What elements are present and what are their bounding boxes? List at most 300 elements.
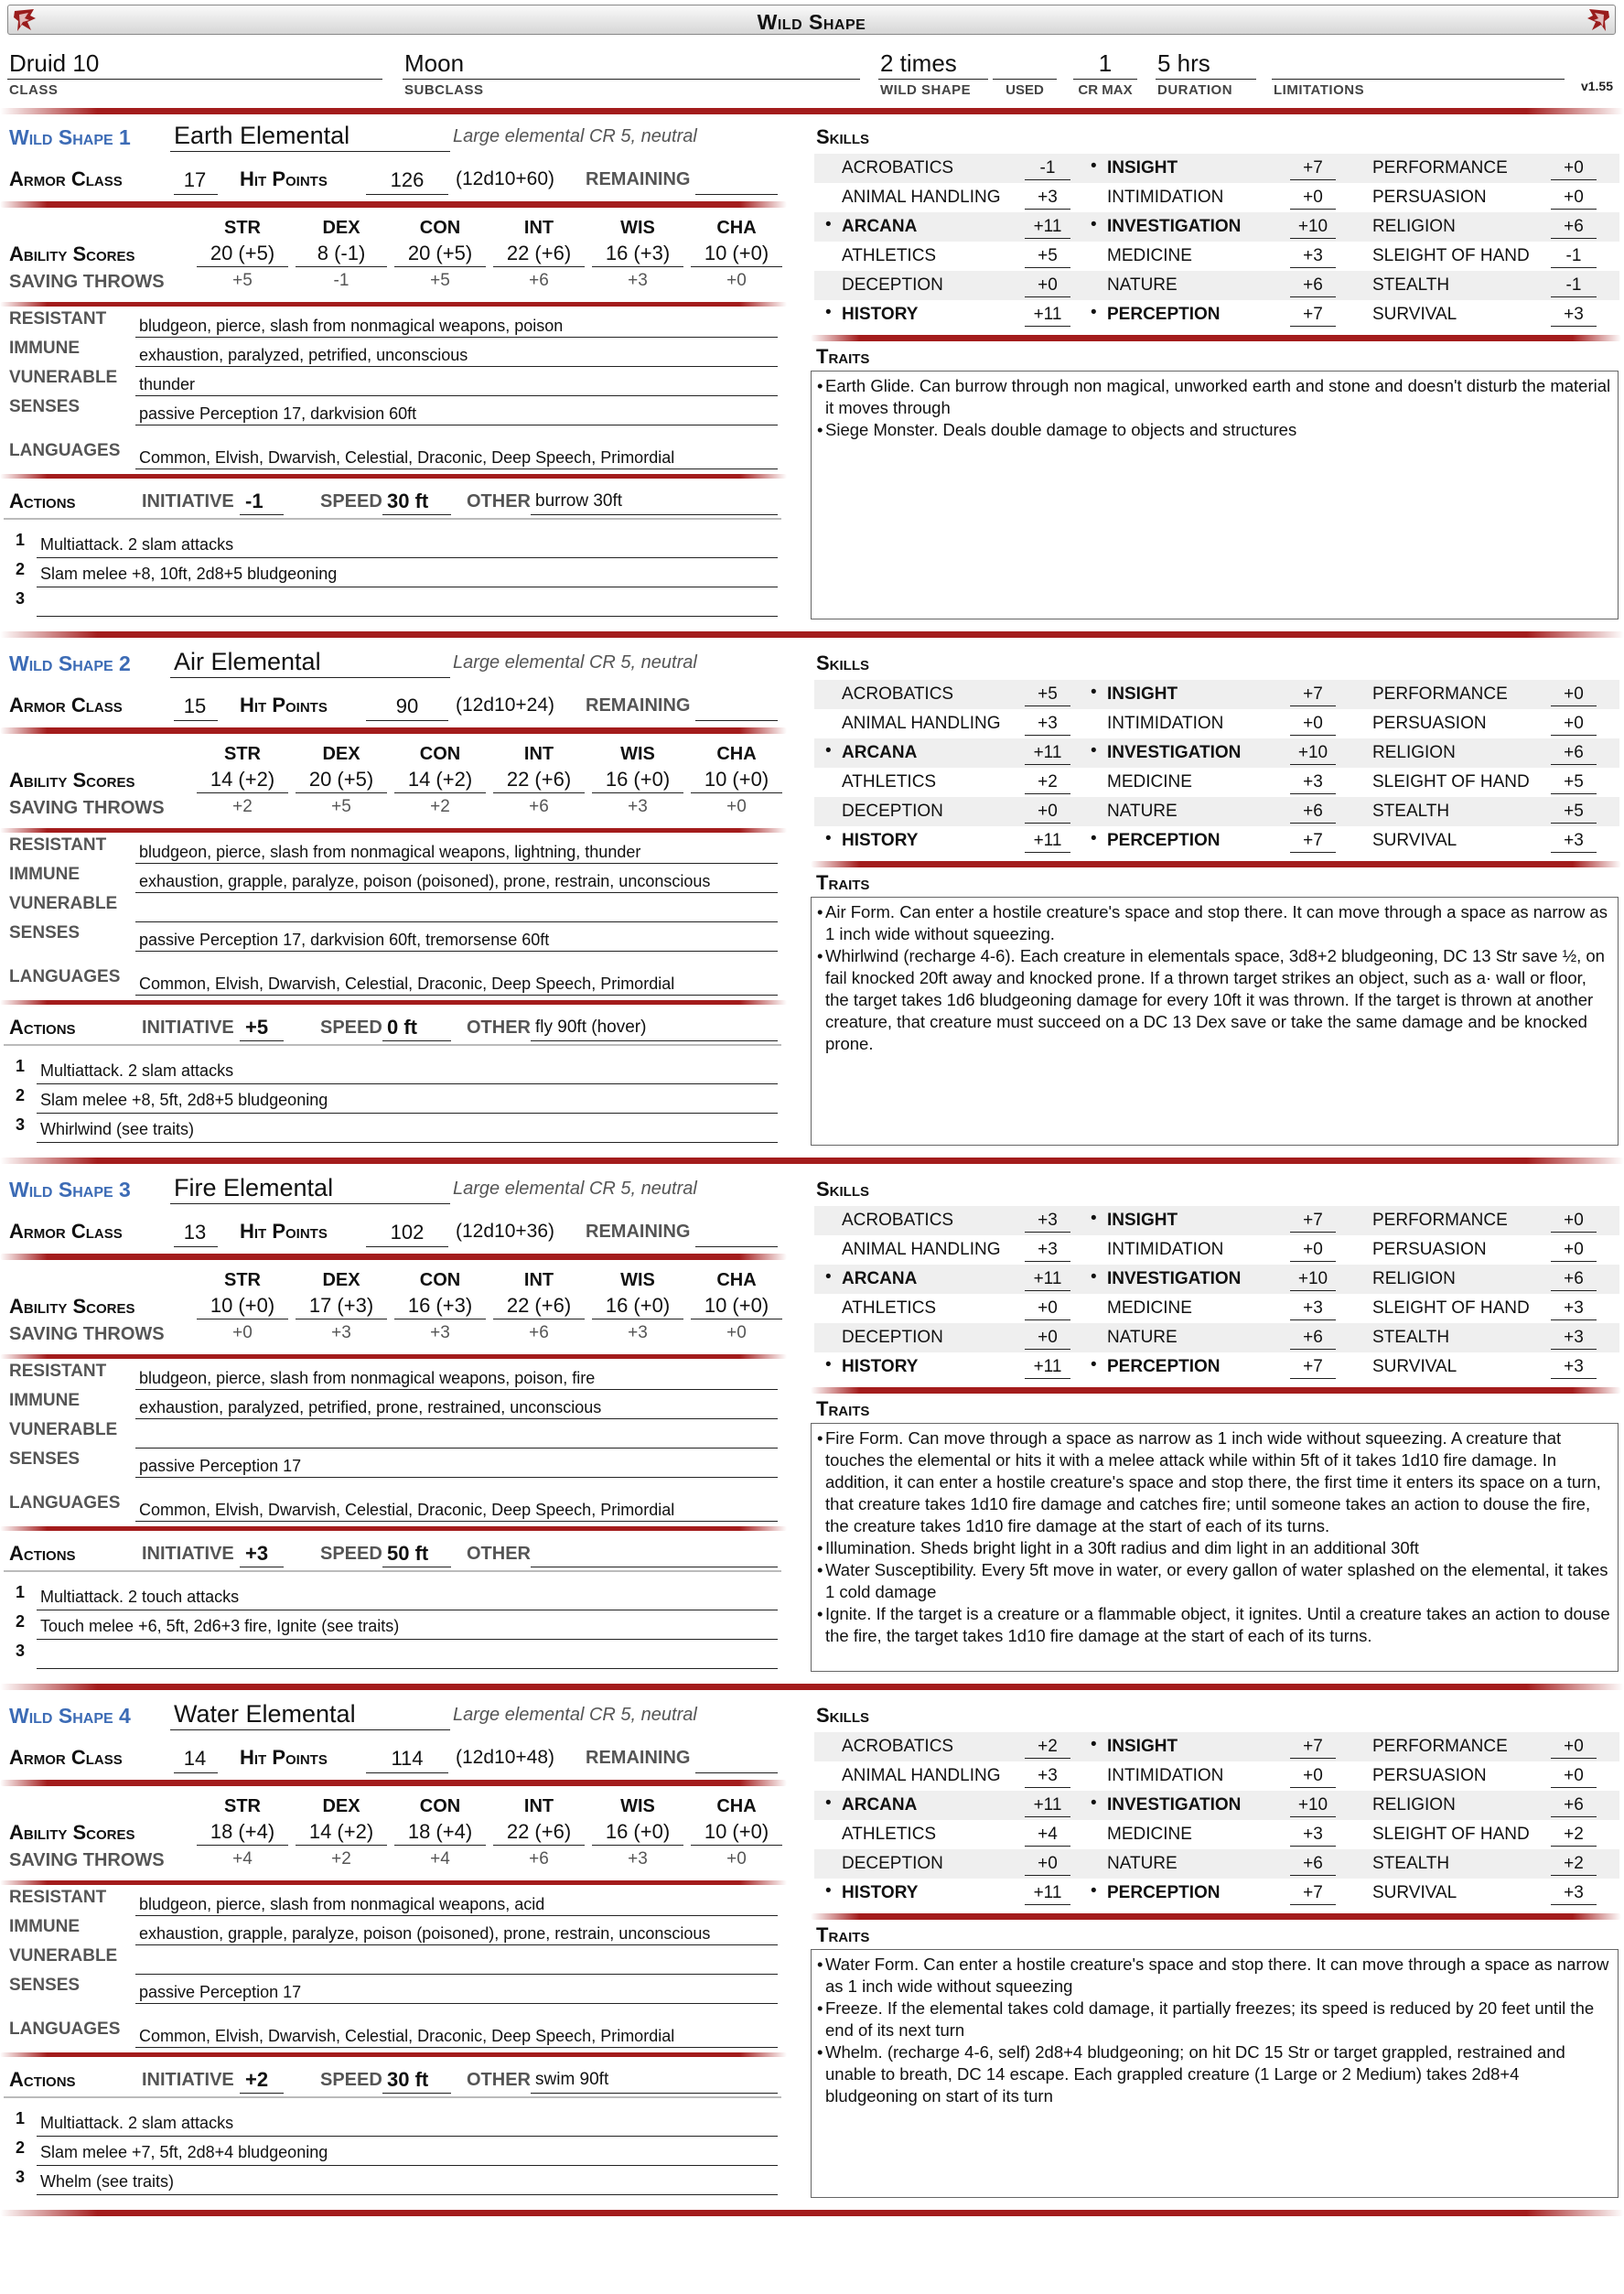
skill-value-athletics[interactable]: +4 (1038, 1825, 1058, 1844)
action-1[interactable]: Multiattack. 2 slam attacks (40, 1061, 234, 1080)
skill-value-arcana[interactable]: +11 (1033, 1795, 1062, 1815)
skill-value-performance[interactable]: +0 (1564, 1737, 1584, 1756)
skill-value-survival[interactable]: +3 (1564, 305, 1584, 324)
skill-row (814, 242, 1619, 271)
trait-item (817, 945, 1612, 1055)
saving-throw-dex[interactable]: +3 (331, 1323, 351, 1342)
saving-throw-cha[interactable]: +0 (726, 1849, 747, 1869)
saving-throw-str[interactable]: +4 (232, 1849, 253, 1869)
saving-throw-int[interactable]: +6 (529, 797, 549, 816)
skill-value-performance[interactable]: +0 (1564, 1211, 1584, 1230)
senses-label: SENSES (9, 1976, 81, 1995)
skill-value-persuasion[interactable]: +0 (1564, 714, 1584, 733)
hit-points-value[interactable]: 114 (391, 1747, 424, 1770)
ability-scores-label: Ability Scores (9, 1295, 135, 1318)
skill-name-athletics: ATHLETICS (842, 246, 937, 265)
languages-value[interactable]: Common, Elvish, Dwarvish, Celestial, Draconic, Deep Speech, Primordial (139, 2027, 675, 2045)
skill-value-animal-handling[interactable]: +3 (1038, 714, 1058, 733)
skill-value-athletics[interactable]: +2 (1038, 772, 1058, 792)
skill-value-investigation[interactable]: +10 (1297, 743, 1328, 762)
ability-score-con[interactable]: 14 (+2) (407, 768, 473, 791)
speed-value[interactable]: 0 ft (387, 1016, 417, 1039)
underline (1551, 793, 1597, 794)
underline (1025, 1846, 1070, 1847)
skill-value-arcana[interactable]: +11 (1033, 1269, 1062, 1288)
saving-throw-dex[interactable]: +2 (331, 1849, 351, 1869)
skill-value-nature[interactable]: +6 (1303, 275, 1323, 295)
skill-name-animal-handling: ANIMAL HANDLING (842, 188, 1001, 207)
hit-points-label: Hit Points (240, 167, 328, 190)
ability-score-int[interactable]: 22 (+6) (506, 768, 572, 791)
saving-throw-con[interactable]: +5 (430, 271, 450, 290)
action-2[interactable]: Slam melee +8, 5ft, 2d8+5 bludgeoning (40, 1091, 328, 1109)
skill-value-history[interactable]: +11 (1033, 1357, 1062, 1376)
skill-value-insight[interactable]: +7 (1303, 1211, 1323, 1230)
skill-value-perception[interactable]: +7 (1303, 305, 1323, 324)
bullet-icon: • (817, 1604, 823, 1623)
ability-score-str[interactable]: 20 (+5) (210, 242, 275, 264)
creature-type: Large elemental CR 5, neutral (453, 1705, 697, 1725)
wild-shape-section-1 (0, 119, 1624, 646)
skill-value-intimidation[interactable]: +0 (1303, 1766, 1323, 1785)
armor-class-value[interactable]: 17 (183, 168, 207, 191)
skill-name-nature: NATURE (1107, 802, 1178, 821)
skill-value-intimidation[interactable]: +0 (1303, 714, 1323, 733)
skill-value-medicine[interactable]: +3 (1303, 1298, 1323, 1318)
ability-score-con[interactable]: 18 (+4) (407, 1820, 473, 1843)
senses-value[interactable]: passive Perception 17 (139, 1983, 302, 2001)
skill-row (814, 1206, 1619, 1235)
trait-item (817, 1427, 1612, 1537)
ability-score-str[interactable]: 18 (+4) (210, 1820, 275, 1843)
remaining-label: REMAINING (586, 1748, 691, 1768)
traits-box[interactable] (811, 1949, 1619, 2198)
skill-value-survival[interactable]: +3 (1564, 831, 1584, 850)
initiative-value[interactable]: +2 (245, 2068, 269, 2091)
immune-label: IMMUNE (9, 339, 81, 358)
languages-value[interactable]: Common, Elvish, Dwarvish, Celestial, Draconic, Deep Speech, Primordial (139, 448, 675, 467)
initiative-label: INITIATIVE (142, 1018, 234, 1038)
skill-value-athletics[interactable]: +0 (1038, 1298, 1058, 1318)
skill-name-stealth: STEALTH (1372, 275, 1450, 295)
immune-value[interactable]: exhaustion, paralyzed, petrified, prone, restrained, unconscious (139, 1398, 602, 1416)
languages-value[interactable]: Common, Elvish, Dwarvish, Celestial, Draconic, Deep Speech, Primordial (139, 1501, 675, 1519)
underline (1290, 179, 1336, 180)
skills-panel (814, 1171, 1619, 1400)
ability-score-int[interactable]: 22 (+6) (506, 1294, 572, 1317)
saving-throw-con[interactable]: +2 (430, 797, 450, 816)
trait-item (817, 1603, 1612, 1647)
action-3[interactable]: Whirlwind (see traits) (40, 1120, 195, 1138)
used-field[interactable]: USED (993, 46, 1057, 92)
skill-value-sleight-of-hand[interactable]: -1 (1565, 246, 1582, 265)
immune-value[interactable]: exhaustion, grapple, paralyze, poison (poisoned), prone, restrain, unconscious (139, 1924, 711, 1943)
senses-value[interactable]: passive Perception 17, darkvision 60ft (139, 404, 417, 423)
skill-value-deception[interactable]: +0 (1038, 1854, 1058, 1873)
skill-value-perception[interactable]: +7 (1303, 1357, 1323, 1376)
speed-value[interactable]: 30 ft (387, 2068, 429, 2091)
trait-text: Earth Glide. Can burrow through non magical, unworked earth and stone and doesn't disturb the material it moves through (825, 376, 1611, 417)
class-field[interactable]: Druid 10 CLASS (7, 46, 382, 92)
skill-value-insight[interactable]: +7 (1303, 158, 1323, 178)
skill-row (814, 680, 1619, 709)
skill-value-deception[interactable]: +0 (1038, 1328, 1058, 1347)
saving-throw-cha[interactable]: +0 (726, 1323, 747, 1342)
action-1[interactable]: Multiattack. 2 slam attacks (40, 535, 234, 554)
senses-value[interactable]: passive Perception 17, darkvision 60ft, tremorsense 60ft (139, 931, 550, 949)
skill-value-history[interactable]: +11 (1033, 1883, 1062, 1902)
divider (0, 1684, 1624, 1690)
underline (1290, 1904, 1336, 1905)
saving-throws-label: SAVING THROWS (9, 272, 165, 292)
skill-value-performance[interactable]: +0 (1564, 158, 1584, 178)
action-1[interactable]: Multiattack. 2 touch attacks (40, 1588, 240, 1606)
ability-score-cha[interactable]: 10 (+0) (704, 242, 769, 264)
remaining-hp-field[interactable] (695, 1217, 778, 1246)
skill-value-survival[interactable]: +3 (1564, 1883, 1584, 1902)
saving-throw-dex[interactable]: +5 (331, 797, 351, 816)
saving-throw-cha[interactable]: +0 (726, 797, 747, 816)
ability-score-cha[interactable]: 10 (+0) (704, 1294, 769, 1317)
ability-score-dex[interactable]: 14 (+2) (308, 1820, 374, 1843)
skill-value-sleight-of-hand[interactable]: +2 (1564, 1825, 1584, 1844)
immune-value[interactable]: exhaustion, grapple, paralyze, poison (poisoned), prone, restrain, unconscious (139, 872, 711, 890)
skill-value-religion[interactable]: +6 (1564, 1795, 1584, 1815)
skill-value-intimidation[interactable]: +0 (1303, 188, 1323, 207)
underline (240, 514, 284, 515)
skill-name-acrobatics: ACROBATICS (842, 1211, 954, 1230)
underline (493, 792, 585, 793)
speed-label: SPEED (320, 1544, 382, 1564)
proficiency-bullet-icon: • (825, 1355, 832, 1374)
saving-throw-str[interactable]: +2 (232, 797, 253, 816)
skill-name-nature: NATURE (1107, 1854, 1178, 1873)
ability-score-wis[interactable]: 16 (+0) (605, 1294, 671, 1317)
skill-value-arcana[interactable]: +11 (1033, 217, 1062, 236)
ability-score-str[interactable]: 10 (+0) (210, 1294, 275, 1317)
vulnerable-label: VUNERABLE (9, 368, 118, 387)
skill-value-insight[interactable]: +7 (1303, 1737, 1323, 1756)
underline (1290, 1816, 1336, 1817)
action-number-2: 2 (16, 1612, 26, 1631)
resistant-value[interactable]: bludgeon, pierce, slash from nonmagical weapons, lightning, thunder (139, 843, 641, 861)
skill-name-medicine: MEDICINE (1107, 1298, 1192, 1318)
hit-points-value[interactable]: 102 (390, 1221, 425, 1244)
saving-throw-wis[interactable]: +3 (628, 1323, 648, 1342)
skill-value-medicine[interactable]: +3 (1303, 772, 1323, 792)
bullet-icon: • (817, 1560, 823, 1579)
initiative-value[interactable]: -1 (245, 490, 263, 512)
initiative-value[interactable]: +5 (245, 1016, 269, 1039)
ability-header-str: STR (224, 1796, 261, 1816)
resistant-value[interactable]: bludgeon, pierce, slash from nonmagical weapons, acid (139, 1895, 545, 1913)
skill-value-persuasion[interactable]: +0 (1564, 1766, 1584, 1785)
ability-score-con[interactable]: 16 (+3) (407, 1294, 473, 1317)
skill-value-acrobatics[interactable]: +5 (1038, 684, 1058, 704)
ability-score-dex[interactable]: 20 (+5) (308, 768, 374, 791)
saving-throw-con[interactable]: +3 (430, 1323, 450, 1342)
skill-value-arcana[interactable]: +11 (1033, 743, 1062, 762)
ability-score-wis[interactable]: 16 (+3) (605, 242, 671, 264)
skill-name-survival: SURVIVAL (1372, 1883, 1457, 1902)
skill-value-history[interactable]: +11 (1033, 831, 1062, 850)
skill-value-religion[interactable]: +6 (1564, 217, 1584, 236)
cr-max-field[interactable]: 1 CR MAX (1073, 46, 1137, 92)
other-speed-value[interactable]: burrow 30ft (535, 491, 623, 511)
ability-score-cha[interactable]: 10 (+0) (704, 768, 769, 791)
skill-value-nature[interactable]: +6 (1303, 802, 1323, 821)
skill-value-performance[interactable]: +0 (1564, 684, 1584, 704)
skill-value-history[interactable]: +11 (1033, 305, 1062, 324)
initiative-value[interactable]: +3 (245, 1542, 269, 1565)
saving-throw-wis[interactable]: +3 (628, 271, 648, 290)
ability-score-cha[interactable]: 10 (+0) (704, 1820, 769, 1843)
skill-value-intimidation[interactable]: +0 (1303, 1240, 1323, 1259)
saving-throw-str[interactable]: +5 (232, 271, 253, 290)
proficiency-bullet-icon: • (825, 215, 832, 234)
languages-label: LANGUAGES (9, 1493, 121, 1513)
ability-score-wis[interactable]: 16 (+0) (605, 768, 671, 791)
bullet-icon: • (817, 946, 823, 965)
skill-value-nature[interactable]: +6 (1303, 1854, 1323, 1873)
ability-score-wis[interactable]: 16 (+0) (605, 1820, 671, 1843)
underline (382, 2093, 451, 2094)
skill-value-acrobatics[interactable]: +2 (1038, 1737, 1058, 1756)
divider (0, 1354, 787, 1359)
resistant-value[interactable]: bludgeon, pierce, slash from nonmagical weapons, poison (139, 317, 564, 335)
skill-value-sleight-of-hand[interactable]: +3 (1564, 1298, 1584, 1318)
proficiency-bullet-icon: • (825, 1793, 832, 1813)
skill-value-investigation[interactable]: +10 (1297, 1269, 1328, 1288)
proficiency-bullet-icon: • (1091, 1267, 1097, 1287)
skill-value-medicine[interactable]: +3 (1303, 246, 1323, 265)
underline (135, 366, 778, 367)
skill-value-perception[interactable]: +7 (1303, 831, 1323, 850)
underline (592, 1845, 683, 1846)
skill-value-deception[interactable]: +0 (1038, 275, 1058, 295)
resistant-value[interactable]: bludgeon, pierce, slash from nonmagical weapons, poison, fire (139, 1369, 596, 1387)
version-label: v1.55 (1580, 79, 1613, 93)
underline (1551, 296, 1597, 297)
skill-name-acrobatics: ACROBATICS (842, 158, 954, 178)
skill-value-animal-handling[interactable]: +3 (1038, 1766, 1058, 1785)
skill-value-investigation[interactable]: +10 (1297, 217, 1328, 236)
underline (1025, 179, 1070, 180)
saving-throw-wis[interactable]: +3 (628, 797, 648, 816)
ability-score-con[interactable]: 20 (+5) (407, 242, 473, 264)
proficiency-bullet-icon: • (1091, 156, 1097, 176)
creature-name-field[interactable] (170, 1697, 450, 1734)
remaining-hp-field[interactable] (695, 1743, 778, 1772)
ability-score-dex[interactable]: 8 (-1) (317, 242, 366, 264)
traits-box[interactable] (811, 897, 1619, 1146)
skill-value-religion[interactable]: +6 (1564, 743, 1584, 762)
traits-list (812, 1424, 1618, 1647)
underline (197, 1845, 288, 1846)
skill-value-stealth[interactable]: -1 (1565, 275, 1582, 295)
wild-shape-uses-field[interactable]: 2 times WILD SHAPE (878, 46, 988, 92)
saving-throw-cha[interactable]: +0 (726, 271, 747, 290)
skill-row (814, 1323, 1619, 1352)
action-2[interactable]: Slam melee +7, 5ft, 2d8+4 bludgeoning (40, 2143, 328, 2161)
action-number-1: 1 (16, 1057, 26, 1075)
underline (37, 1639, 778, 1640)
action-number-1: 1 (16, 1583, 26, 1601)
underline (1025, 852, 1070, 853)
senses-value[interactable]: passive Perception 17 (139, 1457, 302, 1475)
skill-value-persuasion[interactable]: +0 (1564, 188, 1584, 207)
skill-name-intimidation: INTIMIDATION (1107, 1240, 1224, 1259)
ability-score-int[interactable]: 22 (+6) (506, 1820, 572, 1843)
underline (1551, 326, 1597, 327)
underline (493, 1845, 585, 1846)
action-2[interactable]: Touch melee +6, 5ft, 2d6+3 fire, Ignite (see traits) (40, 1617, 400, 1635)
skill-row (814, 1265, 1619, 1294)
skill-row (814, 768, 1619, 797)
action-3[interactable]: Whelm (see traits) (40, 2172, 175, 2191)
traits-label: Traits (816, 345, 870, 368)
actions-label: Actions (9, 490, 76, 512)
skill-value-medicine[interactable]: +3 (1303, 1825, 1323, 1844)
traits-box[interactable] (811, 371, 1619, 619)
saving-throw-int[interactable]: +6 (529, 1849, 549, 1869)
ability-header-int: INT (523, 744, 554, 764)
skill-value-stealth[interactable]: +2 (1564, 1854, 1584, 1873)
proficiency-bullet-icon: • (1091, 215, 1097, 234)
skill-value-deception[interactable]: +0 (1038, 802, 1058, 821)
hit-points-value[interactable]: 90 (395, 695, 419, 717)
creature-name: Water Elemental (174, 1700, 356, 1728)
skill-name-perception: PERCEPTION (1107, 1357, 1221, 1376)
skill-value-acrobatics[interactable]: -1 (1039, 158, 1056, 178)
ability-header-con: CON (419, 744, 461, 764)
languages-value[interactable]: Common, Elvish, Dwarvish, Celestial, Draconic, Deep Speech, Primordial (139, 975, 675, 993)
skill-name-arcana: ARCANA (842, 217, 918, 236)
hit-points-value[interactable]: 126 (390, 168, 425, 191)
saving-throw-int[interactable]: +6 (529, 1323, 549, 1342)
vulnerable-value[interactable]: thunder (139, 375, 196, 393)
saving-throw-dex[interactable]: -1 (333, 271, 350, 290)
ability-score-int[interactable]: 22 (+6) (506, 242, 572, 264)
skill-name-insight: INSIGHT (1107, 1211, 1178, 1230)
skill-value-athletics[interactable]: +5 (1038, 246, 1058, 265)
skill-value-survival[interactable]: +3 (1564, 1357, 1584, 1376)
underline (1551, 1290, 1597, 1291)
saving-throw-wis[interactable]: +3 (628, 1849, 648, 1869)
armor-class-value[interactable]: 14 (183, 1747, 207, 1770)
traits-list (812, 1950, 1618, 2107)
skill-value-animal-handling[interactable]: +3 (1038, 188, 1058, 207)
skill-value-animal-handling[interactable]: +3 (1038, 1240, 1058, 1259)
divider (4, 1044, 781, 1046)
underline (382, 1040, 451, 1041)
subclass-field[interactable]: Moon SUBCLASS (403, 46, 860, 92)
skill-name-persuasion: PERSUASION (1372, 1766, 1487, 1785)
remaining-hp-field[interactable] (695, 165, 778, 194)
ability-header-con: CON (419, 1796, 461, 1816)
immune-value[interactable]: exhaustion, paralyzed, petrified, unconscious (139, 346, 468, 364)
skill-row (814, 1732, 1619, 1761)
bullet-icon: • (817, 1955, 823, 1974)
underline (37, 2165, 778, 2166)
wild-shape-label: Wild Shape 2 (9, 652, 131, 675)
skill-name-arcana: ARCANA (842, 1795, 918, 1815)
proficiency-bullet-icon: • (1091, 1209, 1097, 1228)
action-number-3: 3 (16, 589, 26, 608)
underline (1290, 209, 1336, 210)
creature-name-field[interactable] (170, 645, 450, 682)
skill-value-persuasion[interactable]: +0 (1564, 1240, 1584, 1259)
traits-box[interactable] (811, 1423, 1619, 1672)
ability-header-cha: CHA (716, 218, 757, 238)
skill-row (814, 1352, 1619, 1382)
languages-label: LANGUAGES (9, 967, 121, 986)
action-1[interactable]: Multiattack. 2 slam attacks (40, 2114, 234, 2132)
ability-score-str[interactable]: 14 (+2) (210, 768, 275, 791)
saving-throw-con[interactable]: +4 (430, 1849, 450, 1869)
trait-text: Whelm. (recharge 4-6, self) 2d8+4 bludgeoning; on hit DC 15 Str or target grappled, restrained and unable to breath, DC 14 escape. Each grappled creature (1 Large or 2 Medium) takes 2d8+4 bludgeoning on start of its turn (825, 2042, 1565, 2106)
other-speed-value[interactable]: fly 90ft (hover) (535, 1018, 647, 1037)
hit-dice: (12d10+36) (456, 1221, 555, 1242)
skill-name-deception: DECEPTION (842, 275, 943, 295)
skill-value-nature[interactable]: +6 (1303, 1328, 1323, 1347)
armor-class-value[interactable]: 15 (183, 695, 207, 717)
saving-throw-str[interactable]: +0 (232, 1323, 253, 1342)
ability-score-dex[interactable]: 17 (+3) (308, 1294, 374, 1317)
skill-name-nature: NATURE (1107, 275, 1178, 295)
skill-value-acrobatics[interactable]: +3 (1038, 1211, 1058, 1230)
action-2[interactable]: Slam melee +8, 10ft, 2d8+5 bludgeoning (40, 565, 338, 583)
skill-name-persuasion: PERSUASION (1372, 188, 1487, 207)
resistant-label: RESISTANT (9, 1888, 107, 1907)
underline (1290, 1290, 1336, 1291)
underline (1290, 1349, 1336, 1350)
speed-value[interactable]: 50 ft (387, 1542, 429, 1565)
saving-throw-int[interactable]: +6 (529, 271, 549, 290)
skill-name-perception: PERCEPTION (1107, 1883, 1221, 1902)
skill-value-perception[interactable]: +7 (1303, 1883, 1323, 1902)
creature-name-field[interactable] (170, 1171, 450, 1208)
skill-value-sleight-of-hand[interactable]: +5 (1564, 772, 1584, 792)
underline (135, 2047, 778, 2048)
duration-field[interactable]: 5 hrs DURATION (1156, 46, 1256, 92)
remaining-hp-field[interactable] (695, 691, 778, 720)
skill-name-nature: NATURE (1107, 1328, 1178, 1347)
other-speed-value[interactable]: swim 90ft (535, 2070, 609, 2089)
skill-value-religion[interactable]: +6 (1564, 1269, 1584, 1288)
skill-value-investigation[interactable]: +10 (1297, 1795, 1328, 1815)
divider (0, 727, 787, 734)
action-number-2: 2 (16, 2138, 26, 2157)
senses-label: SENSES (9, 397, 81, 416)
skill-row (814, 738, 1619, 768)
creature-name-field[interactable] (170, 119, 450, 156)
skill-value-stealth[interactable]: +3 (1564, 1328, 1584, 1347)
ability-header-str: STR (224, 744, 261, 764)
limitations-field[interactable]: LIMITATIONS (1272, 46, 1565, 92)
skill-value-stealth[interactable]: +5 (1564, 802, 1584, 821)
underline (1290, 267, 1336, 268)
skill-value-insight[interactable]: +7 (1303, 684, 1323, 704)
speed-value[interactable]: 30 ft (387, 490, 429, 512)
bullet-icon: • (817, 902, 823, 921)
skill-name-survival: SURVIVAL (1372, 831, 1457, 850)
proficiency-bullet-icon: • (825, 1881, 832, 1901)
underline (1551, 1319, 1597, 1320)
armor-class-value[interactable]: 13 (183, 1221, 207, 1244)
underline (1551, 1875, 1597, 1876)
underline (531, 514, 778, 515)
